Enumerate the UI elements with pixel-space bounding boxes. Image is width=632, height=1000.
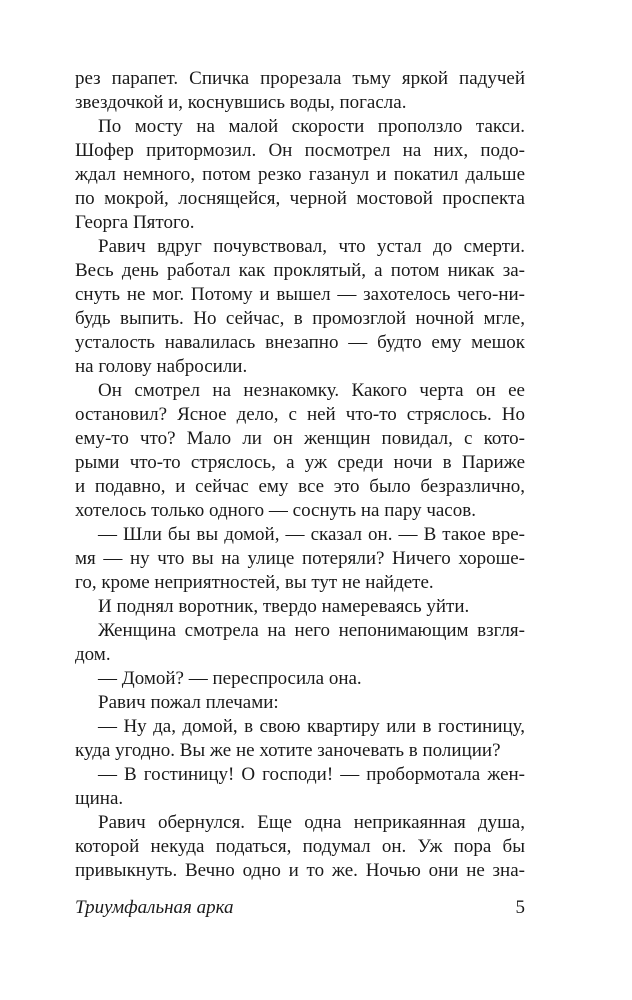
- text-line: Весь день работал как проклятый, а потом никак за-: [75, 260, 525, 281]
- text-line: снуть не мог. Потому и вышел — захотелось чего-ни-: [75, 284, 525, 305]
- page-number: 5: [515, 897, 525, 918]
- text-line: остановил? Ясное дело, с ней что-то стряслось. Но: [75, 404, 525, 425]
- text-line: Равич пожал плечами:: [98, 692, 279, 713]
- text-line: хотелось только одного — соснуть на пару часов.: [75, 500, 476, 521]
- text-line: — Ну да, домой, в свою квартиру или в гостиницу,: [98, 716, 525, 737]
- text-line: Равич обернулся. Еще одна неприкаянная душа,: [98, 812, 525, 833]
- text-line: рыми что-то стряслось, а уж среди ночи в Париже: [75, 452, 525, 473]
- text-line: го, кроме неприятностей, вы тут не найдете.: [75, 572, 434, 593]
- text-line: Георга Пятого.: [75, 212, 195, 233]
- text-line: на голову набросили.: [75, 356, 248, 377]
- text-line: Он смотрел на незнакомку. Какого черта он ее: [98, 380, 525, 401]
- text-line: привыкнуть. Вечно одно и то же. Ночью они не зна-: [75, 860, 525, 881]
- text-line: рез парапет. Спичка прорезала тьму яркой падучей: [75, 68, 525, 89]
- text-line: Равич вдруг почувствовал, что устал до смерти.: [98, 236, 525, 257]
- text-line: которой некуда податься, подумал он. Уж пора бы: [75, 836, 525, 857]
- text-line: И поднял воротник, твердо намереваясь уйти.: [98, 596, 470, 617]
- text-line: будь выпить. Но сейчас, в промозглой ночной мгле,: [75, 308, 525, 329]
- text-line: звездочкой и, коснувшись воды, погасла.: [75, 92, 407, 113]
- text-line: дом.: [75, 644, 111, 665]
- text-line: щина.: [75, 788, 124, 809]
- text-line: — Шли бы вы домой, — сказал он. — В такое вре-: [98, 524, 525, 545]
- text-line: по мокрой, лоснящейся, черной мостовой проспекта: [75, 188, 525, 209]
- text-line: усталость навалилась внезапно — будто ему мешок: [75, 332, 525, 353]
- text-line: ждал немного, потом резко газанул и покатил дальше: [75, 164, 525, 185]
- text-line: и подавно, и сейчас ему все это было безразлично,: [75, 476, 525, 497]
- footer-book-title: Триумфальная арка: [75, 897, 234, 918]
- text-line: По мосту на малой скорости проползло такси.: [98, 116, 525, 137]
- text-line: мя — ну что вы на улице потеряли? Ничего хороше-: [75, 548, 525, 569]
- text-line: куда угодно. Вы же не хотите заночевать в полиции?: [75, 740, 501, 761]
- text-line: ему-то что? Мало ли он женщин повидал, с кото-: [75, 428, 525, 449]
- text-line: Шофер притормозил. Он посмотрел на них, подо-: [75, 140, 525, 161]
- text-line: Женщина смотрела на него непонимающим взгля-: [98, 620, 525, 641]
- text-line: — В гостиницу! О господи! — пробормотала жен-: [98, 764, 525, 785]
- text-line: — Домой? — переспросила она.: [98, 668, 362, 689]
